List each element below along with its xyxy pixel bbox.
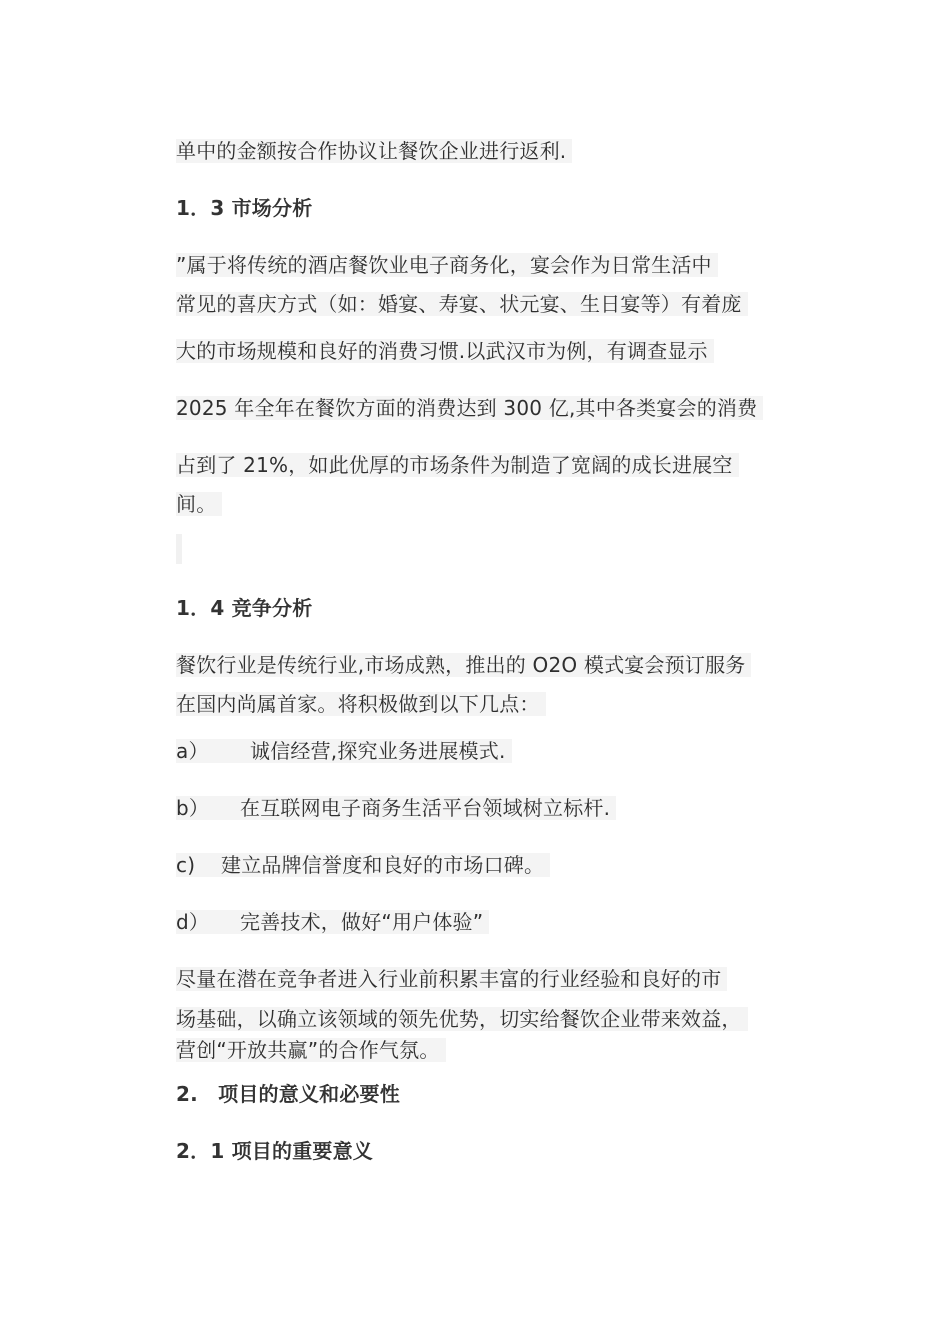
list-marker: d） [176,910,210,934]
paragraph-line [176,1005,748,1033]
paragraph-line [176,451,739,479]
text-span: 占到了 21%，如此优厚的市场条件为制造了宽阔的成长进展空 [176,453,739,477]
paragraph-line [176,965,727,993]
text-span: 常见的喜庆方式（如：婚宴、寿宴、状元宴、生日宴等）有着庞 [176,292,748,316]
text-span: 大的市场规模和良好的消费习惯.以武汉市为例，有调查显示 [176,339,714,363]
text-span: 2025 年全年在餐饮方面的消费达到 300 亿,其中各类宴会的消费 [176,396,763,420]
text-span: 场基础，以确立该领域的领先优势，切实给餐饮企业带来效益， [176,1007,748,1031]
paragraph-line [176,137,572,165]
section-heading-2: 2. 项目的意义和必要性 [176,1082,400,1106]
list-item-text: 完善技术，做好“用户体验” [240,910,484,934]
list-marker: c) [176,853,196,877]
list-item-text: 诚信经营,探究业务进展模式. [250,739,506,763]
paragraph-line [176,337,714,365]
list-item-a [176,737,512,765]
paragraph-line [176,651,751,679]
list-marker: b） [176,796,210,820]
text-span: 营创“开放共赢”的合作气氛。 [176,1038,446,1062]
section-heading-1-3: 1．3 市场分析 [176,196,313,220]
list-item-d [176,908,489,936]
list-item-text: 建立品牌信誉度和良好的市场口碑。 [221,853,545,877]
text-span: 在国内尚属首家。将积极做到以下几点： [176,692,546,716]
paragraph-line [176,251,718,279]
text-span: 间。 [176,492,222,516]
paragraph-line [176,690,546,718]
list-item-text: 在互联网电子商务生活平台领域树立标杆. [240,796,611,820]
paragraph-line [176,490,222,518]
list-item-b [176,794,616,822]
text-span: ”属于将传统的酒店餐饮业电子商务化，宴会作为日常生活中 [176,253,718,277]
text-span: 餐饮行业是传统行业,市场成熟，推出的 O2O 模式宴会预订服务 [176,653,751,677]
paragraph-line [176,290,748,318]
list-item-c [176,851,550,879]
paragraph-line [176,394,763,422]
section-heading-1-4: 1．4 竞争分析 [176,596,313,620]
empty-line-highlight [176,534,182,564]
text-span: 单中的金额按合作协议让餐饮企业进行返利. [176,139,572,163]
text-span: 尽量在潜在竞争者进入行业前积累丰富的行业经验和良好的市 [176,967,727,991]
list-marker: a） [176,739,209,763]
section-heading-2-1: 2．1 项目的重要意义 [176,1139,373,1163]
paragraph-line [176,1036,446,1064]
